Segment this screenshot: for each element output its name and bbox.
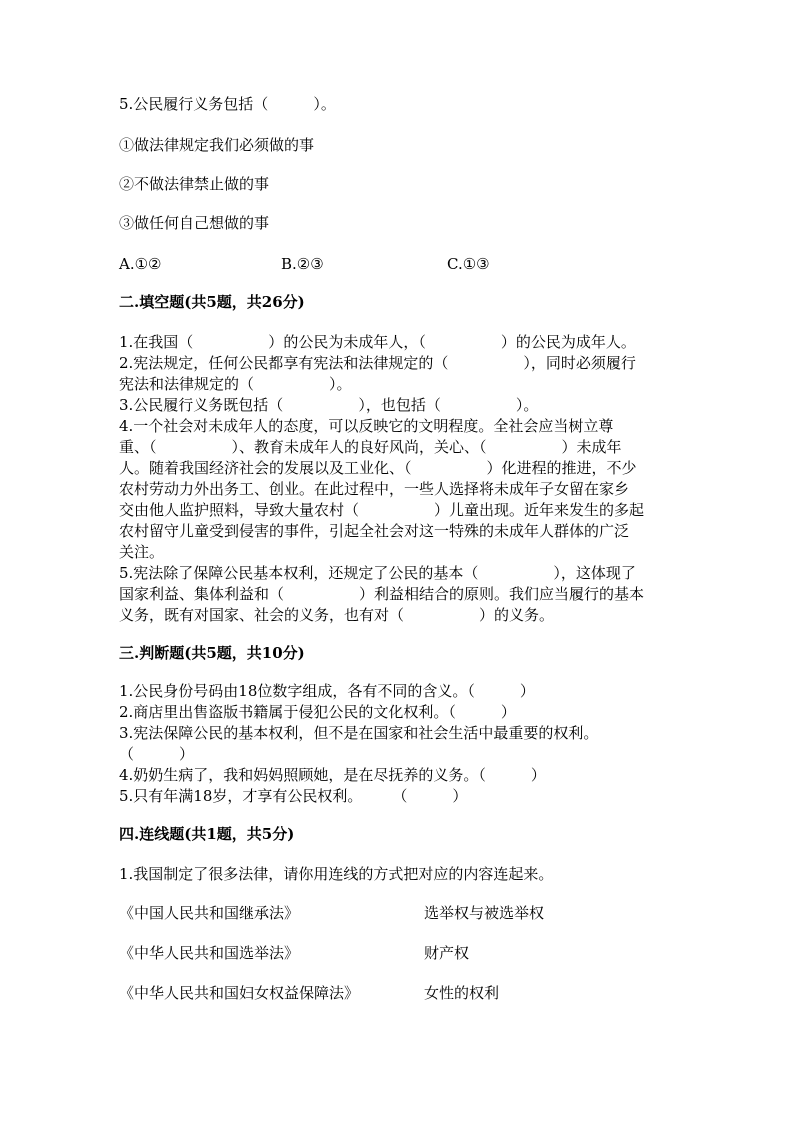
fill-line: 2.宪法规定，任何公民都享有宪法和法律规定的（ ），同时必须履行 [119,354,636,372]
match-right-item: 财产权 [424,944,470,962]
judge-line: 3.宪法保障公民的基本权利，但不是在国家和社会生活中最重要的权利。 [119,724,599,742]
fill-line: 关注。 [119,543,165,561]
judge-heading: 三.判断题(共5题，共10分) [119,644,305,662]
match-heading: 四.连线题(共1题，共5分) [119,825,295,843]
fill-line: 重、（ ）、教育未成年人的良好风尚，关心、（ ）未成年 [119,438,622,456]
judge-line: 4.奶奶生病了，我和妈妈照顾她，是在尽抚养的义务。（ ） [119,766,546,784]
fill-line: 农村留守儿童受到侵害的事件，引起全社会对这一特殊的未成年人群体的广泛 [119,522,630,540]
fill-line: 4.一个社会对未成年人的态度，可以反映它的文明程度。全社会应当树立尊 [119,417,614,435]
match-left-item: 《中国人民共和国继承法》 [119,904,300,922]
match-right-item: 女性的权利 [424,984,500,1002]
fill-line: 农村劳动力外出务工、创业。在此过程中，一些人选择将未成年子女留在家乡 [119,480,630,498]
judge-line: 5.只有年满18岁，才享有公民权利。 （ ） [119,787,468,805]
fill-line: 人。随着我国经济社会的发展以及工业化、（ ）化进程的推进，不少 [119,459,637,477]
q5-options [0,254,794,275]
fill-line: 1.在我国（ ）的公民为未成年人，（ ）的公民为成年人。 [119,333,636,351]
q5-stem: 5.公民履行义务包括（ ）。 [119,95,336,113]
option-c: C.①③ [447,255,490,273]
q5-item-2: ②不做法律禁止做的事 [119,175,270,193]
fill-line: 宪法和法律规定的（ ）。 [119,375,352,393]
fill-line: 交由他人监护照料，导致大量农村（ ）儿童出现。近年来发生的多起 [119,501,645,519]
judge-line: 1.公民身份号码由18位数字组成，各有不同的含义。（ ） [119,682,535,700]
q5-item-1: ①做法律规定我们必须做的事 [119,136,315,154]
match-left-item: 《中华人民共和国选举法》 [119,944,300,962]
match-left-item: 《中华人民共和国妇女权益保障法》 [119,984,360,1002]
option-a: A.①② [119,255,162,273]
fill-line: 国家利益、集体利益和（ ）利益相结合的原则。我们应当履行的基本 [119,585,645,603]
q5-item-3: ③做任何自己想做的事 [119,214,270,232]
match-instruction: 1.我国制定了很多法律，请你用连线的方式把对应的内容连起来。 [119,865,554,883]
fill-line: 义务，既有对国家、社会的义务，也有对（ ）的义务。 [119,606,555,624]
judge-line: 2.商店里出售盗版书籍属于侵犯公民的文化权利。（ ） [119,703,516,721]
fill-line: 3.公民履行义务既包括（ ），也包括（ ）。 [119,396,539,414]
judge-line: （ ） [119,745,195,763]
fill-heading: 二.填空题(共5题，共26分) [119,293,305,311]
fill-line: 5.宪法除了保障公民基本权利，还规定了公民的基本（ ），这体现了 [119,564,636,582]
match-right-item: 选举权与被选举权 [424,904,545,922]
option-b: B.②③ [281,255,324,273]
